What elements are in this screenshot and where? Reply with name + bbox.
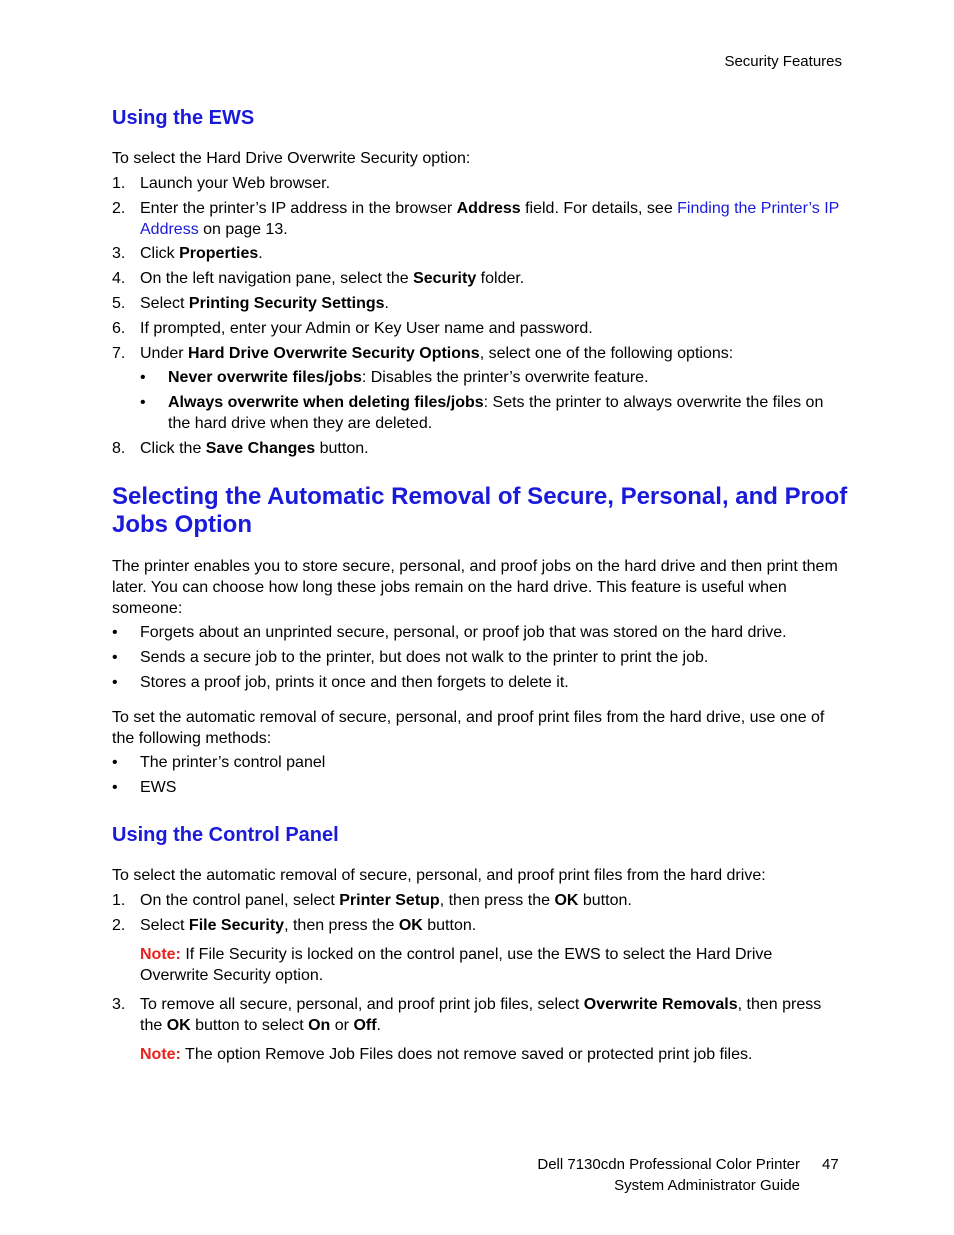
- bullet: •: [112, 674, 118, 691]
- note-file-security-locked: [140, 944, 840, 986]
- bullet: •: [140, 394, 146, 411]
- step-text: To remove all secure, personal, and proof print job files, select Overwrite Removals, then press the OK button to select On or Off.: [140, 996, 822, 1034]
- step-number: 4.: [112, 270, 126, 287]
- note-label: Note:: [140, 1046, 181, 1063]
- step-number: 7.: [112, 345, 126, 362]
- step-text: Enter the printer’s IP address in the browser Address field. For details, see Finding the Printer’s IP Address on page 13.: [140, 200, 840, 238]
- step-number: 2.: [112, 200, 126, 217]
- running-header: Security Features: [724, 53, 842, 70]
- heading-automatic-removal: Selecting the Automatic Removal of Secure, Personal, and Proof Jobs Option: [112, 483, 848, 538]
- bullet-text: Stores a proof job, prints it once and then forgets to delete it.: [140, 674, 569, 691]
- note-label: Note:: [140, 946, 181, 963]
- option-text: Always overwrite when deleting files/jobs: Sets the printer to always overwrite the files on the hard drive when they are deleted.: [168, 394, 824, 432]
- heading-using-ews: Using the EWS: [112, 107, 255, 129]
- footer-line-2: System Administrator Guide: [614, 1177, 800, 1194]
- bullet: •: [140, 369, 146, 386]
- link-finding-ip-address[interactable]: Finding the Printer’s IP Address: [140, 200, 840, 238]
- step-text: Select Printing Security Settings.: [140, 295, 389, 312]
- step-number: 1.: [112, 892, 126, 909]
- step-number: 8.: [112, 440, 126, 457]
- step-number: 5.: [112, 295, 126, 312]
- removal-intro: The printer enables you to store secure, personal, and proof jobs on the hard drive and then print them later. You can choose how long these jobs remain on the hard drive. This feature is useful when someone:: [112, 558, 838, 617]
- note-text: If File Security is locked on the control panel, use the EWS to select the Hard Drive Overwrite Security option.: [140, 946, 773, 984]
- bullet: •: [112, 779, 118, 796]
- heading-using-control-panel: Using the Control Panel: [112, 824, 339, 846]
- ews-intro: To select the Hard Drive Overwrite Security option:: [112, 150, 471, 167]
- step-text: On the left navigation pane, select the Security folder.: [140, 270, 525, 287]
- step-text: If prompted, enter your Admin or Key User name and password.: [140, 320, 593, 337]
- step-text: Launch your Web browser.: [140, 175, 331, 192]
- bullet: •: [112, 649, 118, 666]
- step-text: Click Properties.: [140, 245, 263, 262]
- step-number: 1.: [112, 175, 126, 192]
- bullet: •: [112, 624, 118, 641]
- step-text: Under Hard Drive Overwrite Security Options, select one of the following options:: [140, 345, 734, 362]
- step-number: 3.: [112, 245, 126, 262]
- page-number: 47: [822, 1156, 839, 1173]
- option-text: Never overwrite files/jobs: Disables the printer’s overwrite feature.: [168, 369, 649, 386]
- step-text: On the control panel, select Printer Setup, then press the OK button.: [140, 892, 632, 909]
- footer-product: [0, 1154, 800, 1196]
- step-number: 2.: [112, 917, 126, 934]
- bullet-text: Forgets about an unprinted secure, personal, or proof job that was stored on the hard drive.: [140, 624, 787, 641]
- note-text: The option Remove Job Files does not remove saved or protected print job files.: [180, 1046, 753, 1063]
- step-number: 3.: [112, 996, 126, 1013]
- note-remove-job-files: [140, 1044, 840, 1065]
- bullet: •: [112, 754, 118, 771]
- control-panel-intro: To select the automatic removal of secure, personal, and proof print files from the hard drive:: [112, 867, 766, 884]
- step-text: Click the Save Changes button.: [140, 440, 369, 457]
- bullet-text: The printer’s control panel: [140, 754, 326, 771]
- methods-intro: To set the automatic removal of secure, personal, and proof print files from the hard drive, use one of the following methods:: [112, 709, 825, 747]
- footer-line-1: Dell 7130cdn Professional Color Printer: [537, 1156, 800, 1173]
- step-text: Select File Security, then press the OK button.: [140, 917, 477, 934]
- bullet-text: Sends a secure job to the printer, but does not walk to the printer to print the job.: [140, 649, 709, 666]
- bullet-text: EWS: [140, 779, 177, 796]
- step-number: 6.: [112, 320, 126, 337]
